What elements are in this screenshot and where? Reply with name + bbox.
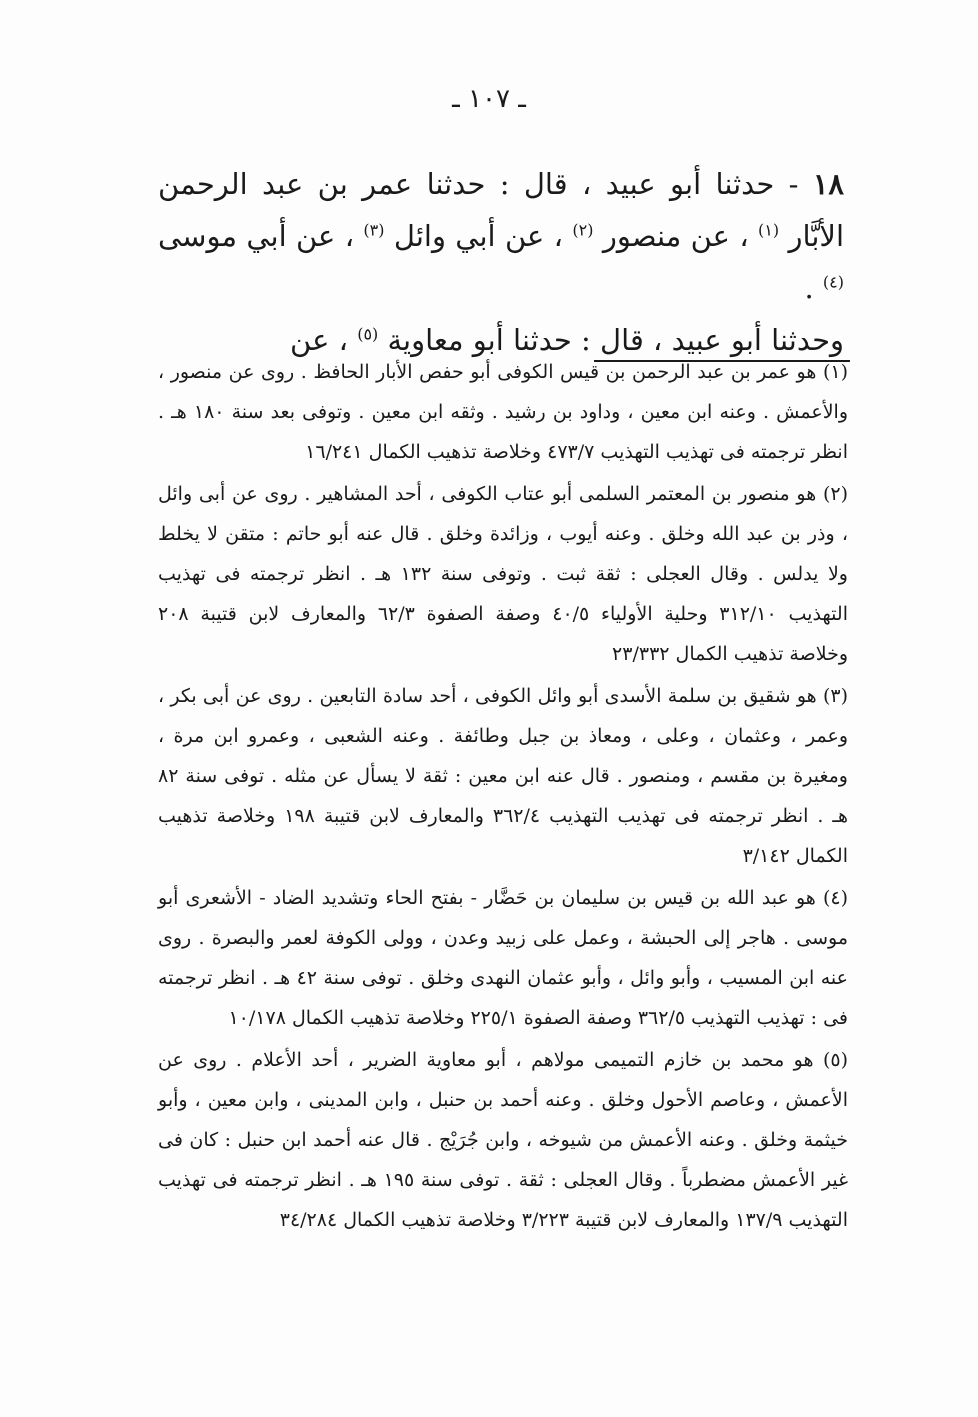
footnote-text: هو منصور بن المعتمر السلمى أبو عتاب الكوفى ، أحد المشاهير . روى عن أبى وائل ، وذر بن عبد الله وخلق . وعنه أيوب ، وزائدة وخلق . قال عنه أبو حاتم : متقن لا يخلط ولا يدلس . وقال العجلى : ثقة ثبت . وتوفى سنة ١٣٢ هـ . انظر ترجمته فى تهذيب التهذيب ٣١٢/١٠ وحلية الأولياء ٤٠/٥ وصفة الصفوة ٦٢/٣ والمعارف لابن قتيبة ٢٠٨ وخلاصة تذهيب الكمال ٢٣/٣٣٢ <box>158 483 848 665</box>
footnote-3 <box>158 676 848 876</box>
footnote-marker: (٥) <box>822 1049 848 1071</box>
footnote-marker: (٤) <box>822 887 848 909</box>
footnote-text: هو عمر بن عبد الرحمن بن قيس الكوفى أبو حفص الأبار الحافظ . روى عن منصور ، والأعمش . وعنه ابن معين ، وداود بن رشيد . وثقه ابن معين . وتوفى بعد سنة ١٨٠ هـ . انظر ترجمته فى تهذيب التهذيب ٤٧٣/٧ وخلاصة تذهيب الكمال ١٦/٢٤١ <box>158 361 848 463</box>
footnote-ref-5: (٥) <box>357 324 379 344</box>
main-text-segment: ، عن أبي وائل <box>384 219 573 253</box>
main-text-segment: ، عن <box>290 323 358 357</box>
footnote-ref-1: (١) <box>758 220 780 240</box>
main-text-segment: . <box>804 271 823 305</box>
footnote-5 <box>158 1040 848 1240</box>
footnote-marker: (١) <box>822 361 848 383</box>
footnote-ref-2: (٢) <box>572 220 594 240</box>
footnote-text: هو شقيق بن سلمة الأسدى أبو وائل الكوفى ، أحد سادة التابعين . روى عن أبى بكر ، وعمر ، وعثمان ، وعلى ، ومعاذ بن جبل وطائفة . وعنه الشعبى ، وعمرو ابن مرة ، ومغيرة بن مقسم ، ومنصور . قال عنه ابن معين : ثقة لا يسأل عن مثله . توفى سنة ٨٢ هـ . انظر ترجمته فى تهذيب التهذيب ٣٦٢/٤ والمعارف لابن قتيبة ١٩٨ وخلاصة تذهيب الكمال ٣/١٤٢ <box>158 685 848 867</box>
footnote-2 <box>158 474 848 674</box>
footnote-text: هو عبد الله بن قيس بن سليمان بن حَضَّار - بفتح الحاء وتشديد الضاد - الأشعرى أبو موسى . هاجر إلى الحبشة ، وعمل على زبيد وعدن ، وولى الكوفة لعمر والبصرة . روى عنه ابن المسيب ، وأبو وائل ، وأبو عثمان النهدى وخلق . توفى سنة ٤٢ هـ . انظر ترجمته فى : تهذيب التهذيب ٣٦٢/٥ وصفة الصفوة ٢٢٥/١ وخلاصة تذهيب الكمال ١٠/١٧٨ <box>158 887 849 1029</box>
hadith-number: ١٨ <box>812 167 844 201</box>
footnote-4 <box>158 878 848 1038</box>
main-text-segment: - حدثنا أبو عبيد ، قال : حدثنا عمر بن عبد الرحمن الأبَّار <box>158 167 844 253</box>
main-text-segment: وحدثنا أبو عبيد ، قال : حدثنا أبو معاوية <box>378 323 844 357</box>
main-text-segment: ، عن أبي موسى <box>158 219 364 253</box>
main-text-segment: ، عن منصور <box>593 219 759 253</box>
page-number: ـ ١٠٧ ـ <box>452 84 526 114</box>
footnote-marker: (٣) <box>822 685 848 707</box>
footnote-1 <box>158 352 848 472</box>
footnote-marker: (٢) <box>822 483 848 505</box>
footnotes <box>158 352 848 1242</box>
footnote-ref-3: (٣) <box>363 220 385 240</box>
footnote-ref-4: (٤) <box>822 272 844 292</box>
main-text <box>158 158 844 366</box>
footnote-text: هو محمد بن خازم التميمى مولاهم ، أبو معاوية الضرير ، أحد الأعلام . روى عن الأعمش ، وعاصم الأحول وخلق . وعنه أحمد بن حنبل ، وابن المدينى ، وابن معين ، وأبو خيثمة وخلق . وعنه الأعمش من شيوخه ، وابن جُرَيْج . قال عنه أحمد ابن حنبل : كان فى غير الأعمش مضطرباً . وقال العجلى : ثقة . توفى سنة ١٩٥ هـ . انظر ترجمته فى تهذيب التهذيب ١٣٧/٩ والمعارف لابن قتيبة ٣/٢٢٣ وخلاصة تذهيب الكمال ٣٤/٢٨٤ <box>158 1049 849 1231</box>
